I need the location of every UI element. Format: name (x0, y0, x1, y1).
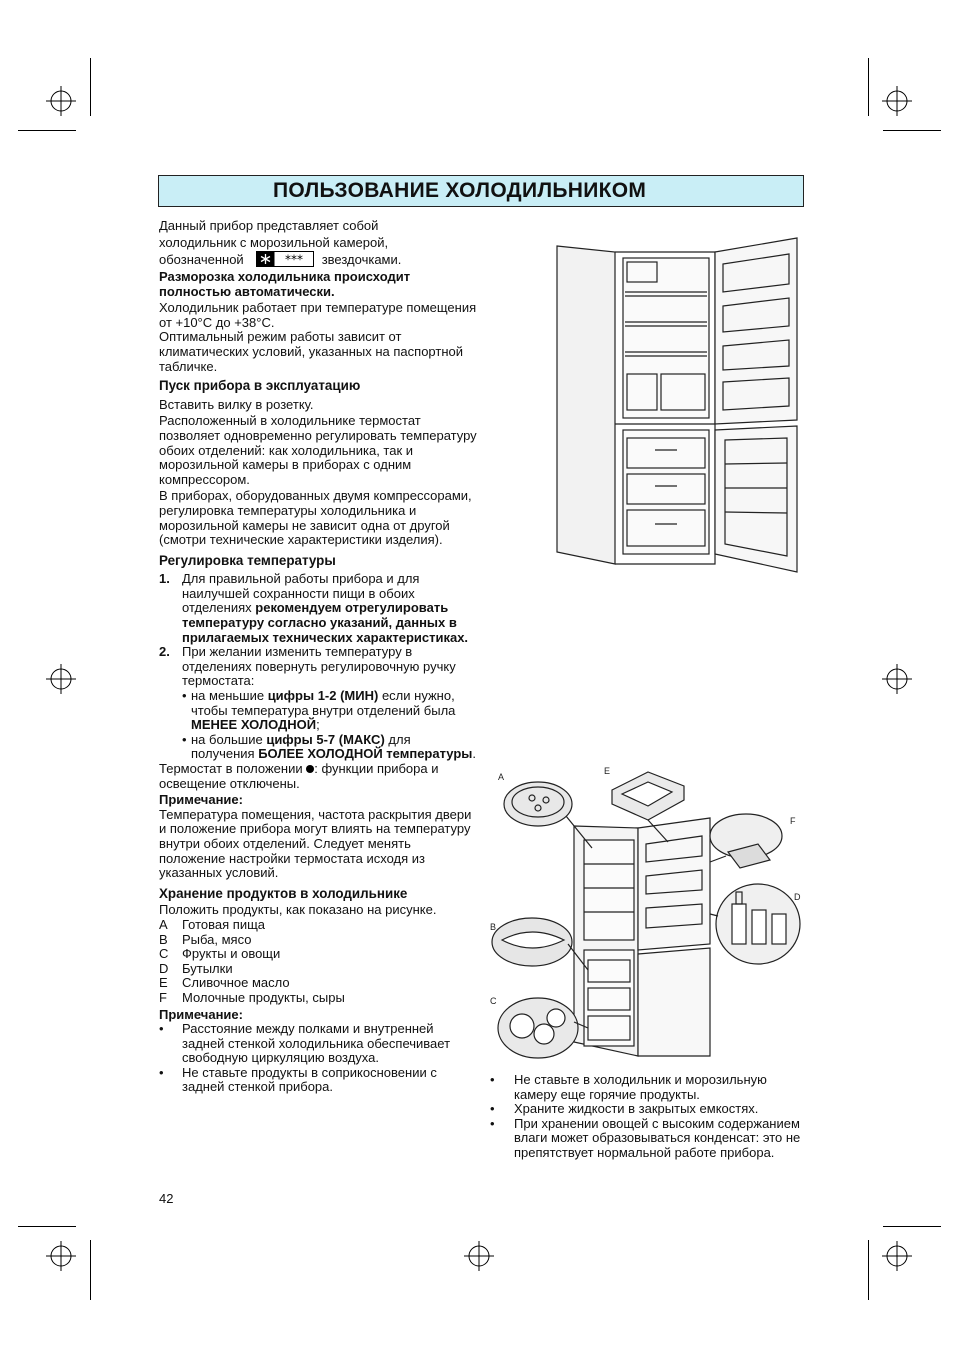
bullet-icon: • (490, 1072, 495, 1087)
bullet-icon: • (490, 1115, 495, 1131)
registration-target-icon (882, 664, 912, 694)
intro-line3 (159, 251, 477, 268)
thermostat-off-text (159, 762, 477, 791)
item-1-text: Для правильной работы прибора и для наилучшей сохранности пищи в обоих отделениях (182, 571, 420, 616)
off-post: : функции прибора и освещение отключены. (159, 761, 439, 791)
figure-label-a: A (498, 772, 505, 782)
min-end: ; (316, 717, 320, 733)
max-end: . (472, 746, 477, 762)
min-bullet (159, 689, 477, 733)
thermostat-text: Расположенный в холодильнике термостат позволяет одновременно регулировать температуру обоих отделений: как холодильника, так и морозильной камеры в приборах с одним компрессором. (159, 413, 477, 487)
off-pre: Термостат в положении (159, 761, 303, 776)
storage-intro: Положить продукты, как показано на рисунке. (159, 902, 437, 918)
max-digits: цифры 5-7 (МАКС) (266, 731, 385, 747)
food-placement-illustration (488, 764, 808, 1064)
registration-target-icon (882, 86, 912, 116)
list-item: • Не ставьте в холодильник и морозильную камеру еще горячие продукты. (490, 1072, 767, 1102)
stars-text: *** (284, 252, 303, 267)
registration-target-icon (464, 1241, 494, 1271)
two-compressor-text: В приборах, оборудованных двумя компрессорами, регулировка температуры холодильника и морозильной камеры не зависит одна от другой (смотри технические характеристики изделия). (159, 488, 472, 548)
registration-target-icon (46, 664, 76, 694)
list-item: • При хранении овощей с высоким содержанием влаги может образовываться конденсат: это не препятствует нормальной работе прибора. (490, 1115, 801, 1160)
item-2-number: 2. (159, 644, 170, 660)
min-mid: если нужно, чтобы температура внутри отделений была (191, 688, 456, 718)
right-notes (490, 1073, 810, 1161)
list-item: • Храните жидкости в закрытых емкостях. (490, 1101, 759, 1117)
min-pre: на меньшие (191, 688, 265, 704)
freezer-stars-icon (256, 251, 314, 267)
list-item: E Сливочное масло (159, 975, 290, 991)
intro-line3a: обозначенной (159, 252, 244, 267)
intro-line3b: звездочками. (321, 252, 402, 267)
storage-list (159, 918, 477, 1006)
page-number: 42 (159, 1191, 174, 1206)
intro-line2: холодильник с морозильной камерой, (159, 235, 389, 250)
note-text-1: Температура помещения, частота раскрытия двери и положение прибора могут влиять на температуру внутри обоих отделений. Следует менять положение настройки термостата исходя из указанных условий. (159, 806, 472, 881)
figure-label-b: B (490, 922, 497, 932)
figure-label-f: F (790, 816, 796, 826)
item-1-bold: рекомендуем отрегулировать температуру согласно указаний, данных в прилагаемых технических характеристиках. (182, 600, 469, 645)
registration-target-icon (882, 1241, 912, 1271)
item-1-number: 1. (159, 571, 170, 587)
list-item: B Рыба, мясо (159, 931, 252, 947)
list-item: F Молочные продукты, сыры (159, 989, 345, 1005)
bullet-icon: • (159, 1064, 164, 1080)
plug-text: Вставить вилку в розетку. (159, 396, 314, 412)
more-cold: БОЛЕЕ ХОЛОДНОЙ температуры (258, 746, 473, 762)
startup-heading: Пуск прибора в эксплуатацию (159, 378, 361, 394)
bullet-icon: • (490, 1101, 495, 1117)
intro-line1: Данный прибор представляет собой (159, 218, 379, 233)
note-item: • Не ставьте продукты в соприкосновении с задней стенкой прибора. (159, 1064, 437, 1095)
registration-target-icon (46, 1241, 76, 1271)
list-item: D Бутылки (159, 960, 233, 976)
storage-heading: Хранение продуктов в холодильнике (159, 885, 408, 901)
note-label-2: Примечание: (159, 1006, 243, 1022)
regulation-item-1 (159, 572, 477, 645)
max-bullet (159, 733, 477, 762)
list-item: A Готовая пища (159, 916, 266, 932)
regulation-item-2 (159, 645, 477, 689)
defrost-text: Разморозка холодильника происходит полностью автоматически. (159, 269, 411, 299)
less-cold: МЕНЕЕ ХОЛОДНОЙ (191, 717, 317, 733)
left-column (159, 217, 477, 1095)
max-pre: на большие (191, 731, 263, 747)
fridge-open-illustration (515, 234, 805, 579)
registration-target-icon (46, 86, 76, 116)
optimal-text: Оптимальный режим работы зависит от климатических условий, указанных на паспортной табличке. (159, 329, 464, 374)
note-item: • Расстояние между полками и внутренней задней стенкой холодильника обеспечивает свободную циркуляцию воздуха. (159, 1021, 451, 1066)
min-digits: цифры 1-2 (МИН) (267, 688, 379, 704)
regulation-heading: Регулировка температуры (159, 552, 336, 568)
item-2-text: При желании изменить температуру в отделениях повернуть регулировочную ручку термостата: (182, 644, 456, 689)
list-item: C Фрукты и овощи (159, 946, 281, 962)
figure-label-d: D (794, 892, 801, 902)
bullet-icon: • (182, 731, 187, 747)
max-mid: для получения (191, 731, 411, 762)
note-label-1: Примечание: (159, 792, 243, 808)
title-banner (158, 175, 804, 207)
bullet-icon: • (182, 688, 187, 704)
figure-label-c: C (490, 996, 497, 1006)
temp-range-text: Холодильник работает при температуре помещения от +10°С до +38°С. (159, 300, 477, 330)
page-title: ПОЛЬЗОВАНИЕ ХОЛОДИЛЬНИКОМ (273, 179, 647, 202)
bullet-icon: • (159, 1021, 164, 1037)
figure-label-e: E (604, 766, 611, 776)
